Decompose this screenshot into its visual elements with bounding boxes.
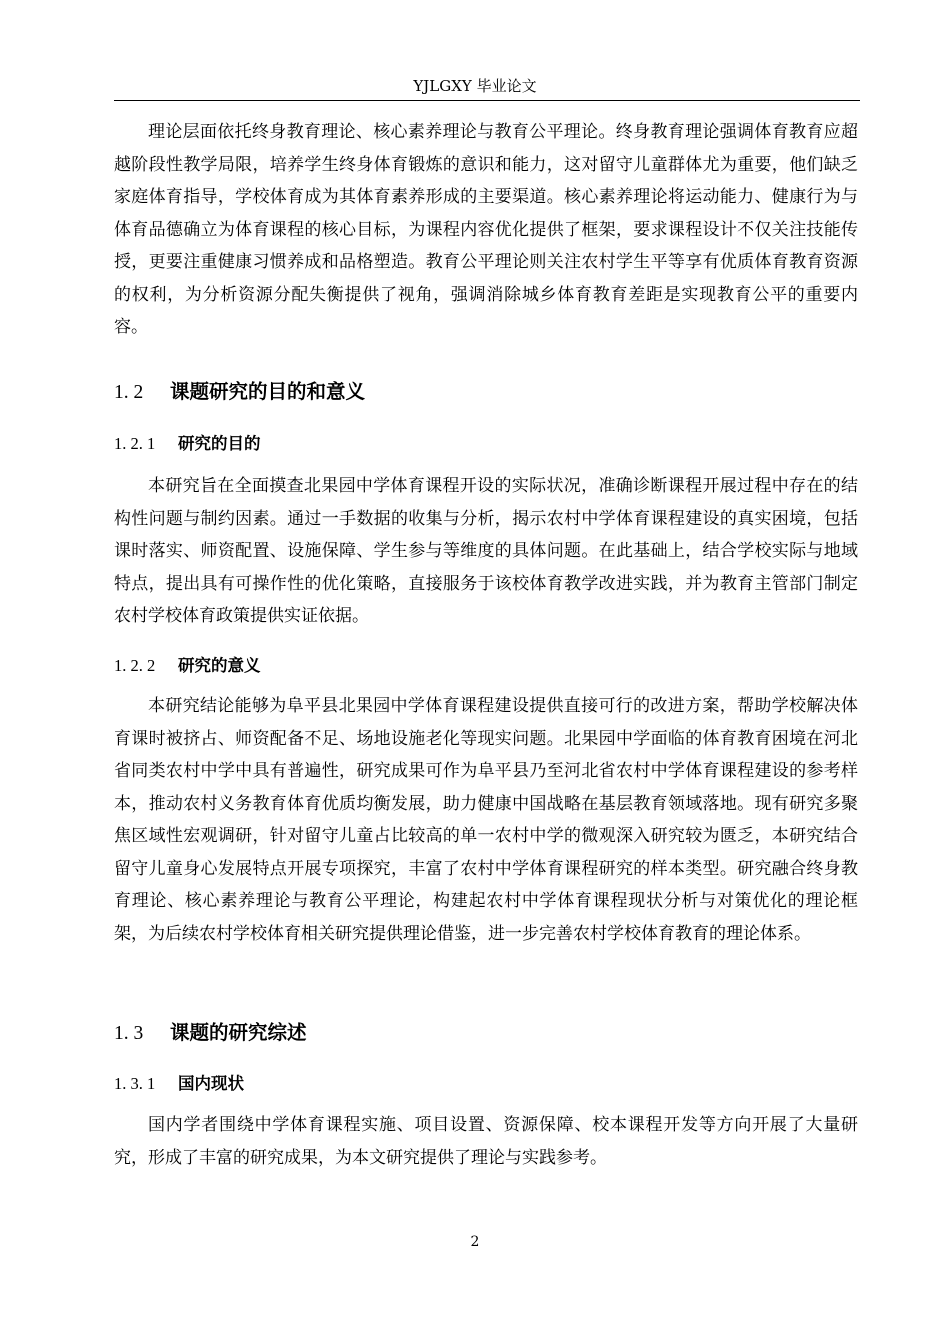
subsection-title: 研究的意义 <box>178 656 261 675</box>
section-number: 1. 3 <box>114 1023 144 1044</box>
subsection-heading-1-3-1 <box>114 1073 244 1095</box>
running-header: YJLGXY 毕业论文 <box>413 77 537 95</box>
research-purpose-paragraph: 本研究旨在全面摸查北果园中学体育课程开设的实际状况，准确诊断课程开展过程中存在的结构性问题与制约因素。通过一手数据的收集与分析，揭示农村中学体育课程建设的真实困境，包括课时落实、师资配置、设施保障、学生参与等维度的具体问题。在此基础上，结合学校实际与地域特点，提出具有可操作性的优化策略，直接服务于该校体育教学改进实践，并为教育主管部门制定农村学校体育政策提供实证依据。 <box>114 476 858 626</box>
section-heading-1-2 <box>114 379 365 406</box>
header-divider <box>114 100 860 101</box>
section-heading-1-3 <box>114 1020 307 1047</box>
theory-paragraph: 理论层面依托终身教育理论、核心素养理论与教育公平理论。终身教育理论强调体育教育应超越阶段性教学局限，培养学生终身体育锻炼的意识和能力，这对留守儿童群体尤为重要，他们缺乏家庭体育指导，学校体育成为其体育素养形成的主要渠道。核心素养理论将运动能力、健康行为与体育品德确立为体育课程的核心目标，为课程内容优化提供了框架，要求课程设计不仅关注技能传授，更要注重健康习惯养成和品格塑造。教育公平理论则关注农村学生平等享有优质体育教育资源的权利，为分析资源分配失衡提供了视角，强调消除城乡体育教育差距是实现教育公平的重要内容。 <box>114 122 858 337</box>
section-number: 1. 2 <box>114 382 144 403</box>
section-title: 课题的研究综述 <box>170 1021 307 1044</box>
subsection-number: 1. 2. 2 <box>114 656 156 675</box>
subsection-title: 国内现状 <box>178 1074 244 1093</box>
section-title: 课题研究的目的和意义 <box>170 380 366 403</box>
subsection-heading-1-2-1 <box>114 433 261 455</box>
page-number: 2 <box>470 1234 480 1250</box>
subsection-title: 研究的目的 <box>178 434 261 453</box>
subsection-number: 1. 2. 1 <box>114 434 156 453</box>
subsection-heading-1-2-2 <box>114 655 261 677</box>
research-significance-paragraph: 本研究结论能够为阜平县北果园中学体育课程建设提供直接可行的改进方案，帮助学校解决体育课时被挤占、师资配备不足、场地设施老化等现实问题。北果园中学面临的体育教育困境在河北省同类农村中学中具有普遍性，研究成果可作为阜平县乃至河北省农村中学体育课程建设的参考样本，推动农村义务教育体育优质均衡发展，助力健康中国战略在基层教育领域落地。现有研究多聚焦区域性宏观调研，针对留守儿童占比较高的单一农村中学的微观深入研究较为匮乏，本研究结合留守儿童身心发展特点开展专项探究，丰富了农村中学体育课程研究的样本类型。研究融合终身教育理论、核心素养理论与教育公平理论，构建起农村中学体育课程现状分析与对策优化的理论框架，为后续农村学校体育相关研究提供理论借鉴，进一步完善农村学校体育教育的理论体系。 <box>114 696 858 944</box>
subsection-number: 1. 3. 1 <box>114 1074 156 1093</box>
domestic-status-paragraph: 国内学者围绕中学体育课程实施、项目设置、资源保障、校本课程开发等方向开展了大量研究，形成了丰富的研究成果，为本文研究提供了理论与实践参考。 <box>114 1115 858 1168</box>
